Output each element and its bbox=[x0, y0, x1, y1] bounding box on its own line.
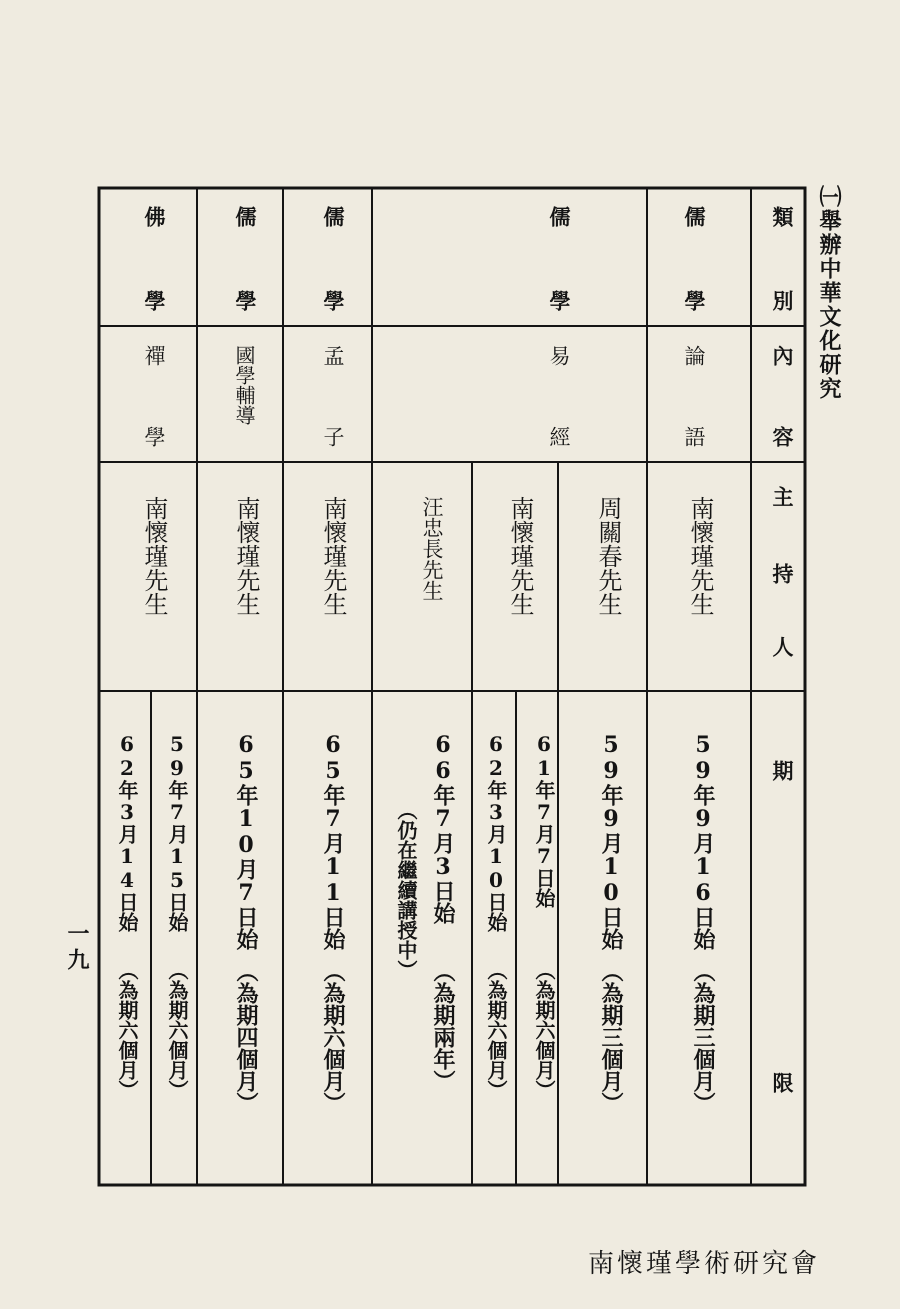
category-char1: 儒 bbox=[547, 206, 572, 227]
host-name: 南懷瑾先生 bbox=[506, 496, 534, 616]
content-char2: 語 bbox=[682, 426, 706, 447]
content-char1: 論 bbox=[682, 345, 706, 366]
duration: （為期三個月） bbox=[690, 960, 716, 1114]
publisher-footer: 南懷瑾學術研究會 bbox=[588, 1249, 821, 1279]
category-char2: 學 bbox=[682, 290, 707, 311]
duration: （為期六個月） bbox=[484, 960, 508, 1100]
start-date: 62年3月14日始 bbox=[115, 732, 139, 932]
category-char1: 儒 bbox=[233, 206, 258, 227]
start-date: 59年9月16日始 bbox=[690, 732, 716, 950]
category-char1: 儒 bbox=[321, 206, 346, 227]
host-name: 南懷瑾先生 bbox=[232, 496, 260, 616]
header-content-char1: 內 bbox=[770, 345, 795, 366]
category-char2: 學 bbox=[142, 290, 167, 311]
duration: （為期六個月） bbox=[320, 960, 346, 1114]
start-date: 61年7月7日始 bbox=[532, 732, 556, 908]
header-period-char1: 期 bbox=[770, 760, 795, 781]
header-category-char1: 類 bbox=[770, 206, 795, 227]
category-char2: 學 bbox=[233, 290, 258, 311]
header-host-char1: 主 bbox=[770, 486, 795, 507]
duration: （為期六個月） bbox=[115, 960, 139, 1100]
host-name: 南懷瑾先生 bbox=[140, 496, 168, 616]
host-name: 周關春先生 bbox=[594, 496, 622, 616]
category-char1: 儒 bbox=[682, 206, 707, 227]
duration: （為期三個月） bbox=[598, 960, 624, 1114]
start-date: 59年7月15日始 bbox=[165, 732, 189, 932]
content-char1: 孟 bbox=[321, 345, 345, 366]
header-content-char2: 容 bbox=[770, 426, 795, 447]
category-char2: 學 bbox=[321, 290, 346, 311]
start-date: 66年7月3日始 bbox=[430, 732, 456, 924]
host-name: 南懷瑾先生 bbox=[686, 496, 714, 616]
content-char2: 子 bbox=[321, 426, 345, 447]
header-period-char2: 限 bbox=[770, 1072, 795, 1093]
duration: （為期兩年） bbox=[430, 960, 456, 1092]
content-char1: 禪 bbox=[142, 345, 166, 366]
header-host-char3: 人 bbox=[770, 636, 795, 657]
start-date: 65年10月7日始 bbox=[233, 732, 259, 950]
page-number: 一九 bbox=[64, 922, 90, 974]
content-char1: 易 bbox=[547, 345, 571, 366]
start-date: 65年7月11日始 bbox=[320, 732, 346, 950]
category-char2: 學 bbox=[547, 290, 572, 311]
host-name: 南懷瑾先生 bbox=[319, 496, 347, 616]
duration: （為期六個月） bbox=[165, 960, 189, 1100]
host-name: 汪忠長先生 bbox=[420, 496, 444, 601]
duration: （為期四個月） bbox=[233, 960, 259, 1114]
header-category-char2: 別 bbox=[770, 290, 795, 311]
content-char2: 學 bbox=[142, 426, 166, 447]
content-char2: 經 bbox=[547, 426, 571, 447]
status-note: （仍在繼續講授中） bbox=[394, 800, 418, 980]
start-date: 62年3月10日始 bbox=[484, 732, 508, 932]
start-date: 59年9月10日始 bbox=[598, 732, 624, 950]
section-title: ㈠舉辦中華文化研究 bbox=[816, 185, 842, 401]
duration: （為期六個月） bbox=[532, 960, 556, 1100]
header-host-char2: 持 bbox=[770, 563, 795, 584]
category-char1: 佛 bbox=[142, 206, 167, 227]
content-text: 國學輔導 bbox=[232, 345, 256, 425]
